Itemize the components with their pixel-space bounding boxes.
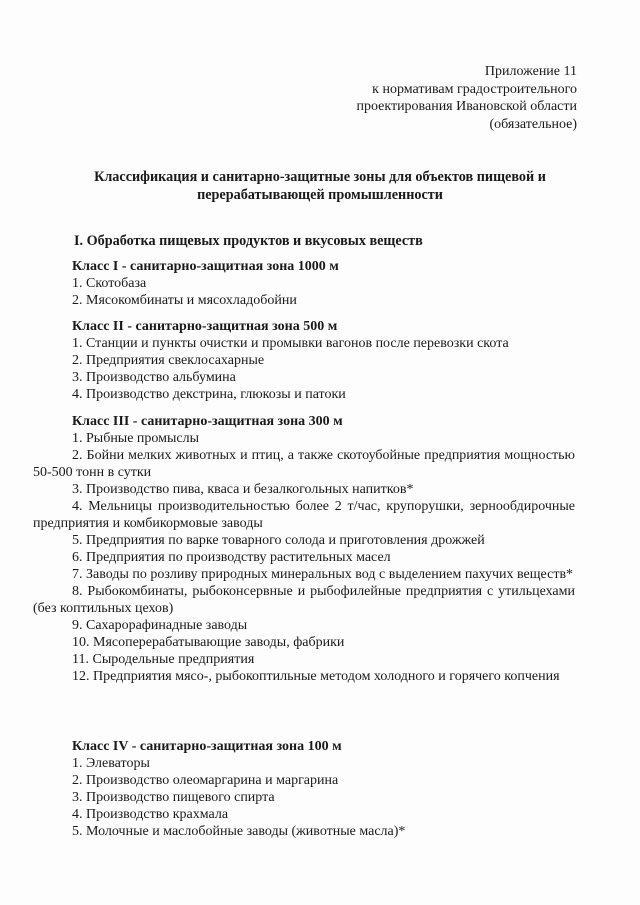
list-item: 1. Станции и пункты очистки и промывки вагонов после перевозки скота	[72, 336, 509, 351]
list-item: 4. Мельницы производительностью более 2 т/час, крупорушки, зернообдирочные предприятия и комбикормовые заводы	[33, 499, 575, 531]
title-line: перерабатывающей промышленности	[197, 187, 443, 203]
list-item: 2. Производство олеомаргарина и маргарина	[72, 773, 339, 788]
document-title	[50, 168, 590, 204]
list-item: 4. Производство крахмала	[72, 807, 229, 822]
list-item: 10. Мясоперерабатывающие заводы, фабрики	[72, 635, 345, 650]
list-item: 3. Производство пива, кваса и безалкогольных напитков*	[72, 482, 414, 497]
list-item: 4. Производство декстрина, глюкозы и патоки	[72, 387, 346, 402]
list-item: 6. Предприятия по производству растительных масел	[72, 550, 391, 565]
list-item: 1. Скотобаза	[72, 276, 147, 291]
appendix-line: (обязательное)	[489, 116, 577, 132]
list-item: 1. Рыбные промыслы	[72, 431, 200, 446]
class-heading: Класс II - санитарно-защитная зона 500 м	[72, 319, 338, 334]
class-heading: Класс I - санитарно-защитная зона 1000 м	[72, 259, 339, 274]
list-item: 2. Бойни мелких животных и птиц, а также скотоубойные предприятия мощностью 50-500 тонн в сутки	[33, 448, 575, 480]
section-heading: I. Обработка пищевых продуктов и вкусовых веществ	[74, 233, 423, 249]
list-item: 2. Мясокомбинаты и мясохладобойни	[72, 293, 297, 308]
class-2-block	[33, 318, 575, 403]
class-heading: Класс III - санитарно-защитная зона 300 м	[72, 414, 343, 429]
list-item: 9. Сахарорафинадные заводы	[72, 618, 248, 633]
list-item: 2. Предприятия свеклосахарные	[72, 353, 265, 368]
list-item: 7. Заводы по розливу природных минеральных вод с выделением пахучих веществ*	[72, 567, 574, 582]
list-item: 3. Производство альбумина	[72, 370, 236, 385]
title-line: Классификация и санитарно-защитные зоны для объектов пищевой и	[94, 169, 546, 185]
appendix-line: к нормативам градостроительного	[372, 81, 577, 97]
list-item: 1. Элеваторы	[72, 756, 150, 771]
list-item: 12. Предприятия мясо-, рыбокоптильные методом холодного и горячего копчения	[72, 669, 560, 684]
list-item: 11. Сыродельные предприятия	[72, 652, 255, 667]
appendix-line: Приложение 11	[484, 64, 577, 79]
appendix-note	[356, 63, 577, 133]
class-3-block	[33, 413, 575, 685]
list-item: 5. Предприятия по варке товарного солода и приготовления дрожжей	[72, 533, 485, 548]
list-item: 5. Молочные и маслобойные заводы (животные масла)*	[72, 824, 406, 839]
class-4-block	[33, 738, 575, 840]
list-item: 3. Производство пищевого спирта	[72, 790, 275, 805]
list-item: 8. Рыбокомбинаты, рыбоконсервные и рыбофилейные предприятия с утильцехами (без коптильных цехов)	[33, 584, 575, 616]
class-heading: Класс IV - санитарно-защитная зона 100 м	[72, 739, 342, 754]
class-1-block	[33, 258, 575, 309]
appendix-line: проектирования Ивановской области	[356, 99, 577, 114]
